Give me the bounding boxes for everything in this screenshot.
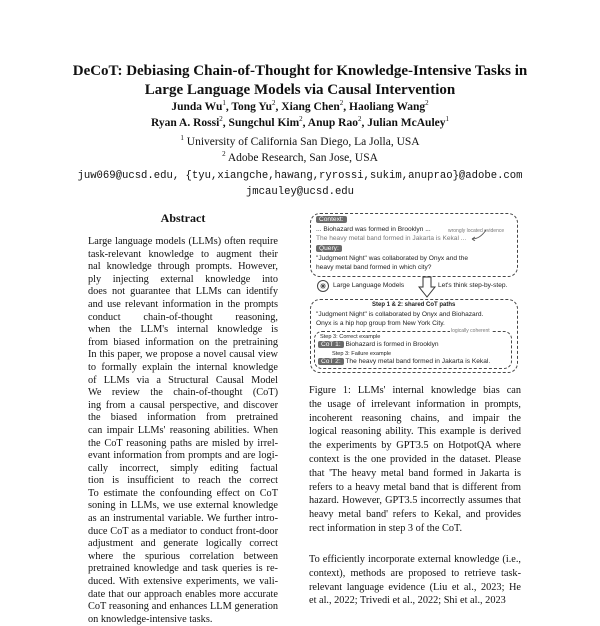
author: Sungchul Kim xyxy=(228,117,300,129)
context-line-2: The heavy metal band formed in Jakarta is Kekal ... xyxy=(316,235,467,242)
abstract-body xyxy=(88,236,278,626)
email-line-1: juw069@ucsd.edu, {tyu,xiangche,hawang,ryrossi,sukim,anuprao}@adobe.com xyxy=(77,170,523,182)
llm-label: Large Language Models xyxy=(333,282,405,289)
query-line-2: heavy metal band formed in which city? xyxy=(316,264,432,271)
author-affil-mark: 2 xyxy=(272,99,276,108)
author: Ryan A. Rossi xyxy=(151,117,220,129)
llm-logo-icon xyxy=(316,279,330,293)
text-line: Large language models (LLMs) often require xyxy=(88,236,278,247)
step3-correct-label: Step 3: Correct example xyxy=(320,334,381,340)
text-line: tion is insufficient to reach the correct xyxy=(88,475,278,487)
text-line: to formally explain the internal knowledge xyxy=(88,361,278,373)
text-line: nal knowledge through prompts. However, xyxy=(88,261,278,273)
wrong-evidence-note: wrongly located evidence xyxy=(448,228,505,234)
affil-text: University of California San Diego, La Jolla, USA xyxy=(186,136,420,148)
text-line: To estimate the confounding effect on CoT xyxy=(88,487,278,499)
text-line: that 'The heavy metal band formed in Jakarta is xyxy=(309,467,521,479)
text-line: when the LLM's internal knowledge is xyxy=(88,324,278,336)
text-line: duced. With extensive experiments, we vali- xyxy=(88,576,278,588)
author-affil-mark: 2 xyxy=(299,115,303,124)
think-label: Let's think step-by-step. xyxy=(438,282,508,289)
affil-mark: 2 xyxy=(222,150,226,159)
abstract-heading: Abstract xyxy=(160,211,206,225)
author-affil-mark: 2 xyxy=(357,115,362,124)
step3-failure-label: Step 3: Failure example xyxy=(332,351,392,357)
step-line-1: "Judgment Night" is collaborated by Onyx and Biohazard. xyxy=(316,311,484,318)
figure-1 xyxy=(310,213,520,373)
text-line: context), methods are proposed to retrieve task- xyxy=(309,567,521,579)
author-affil-mark: 2 xyxy=(339,99,344,108)
text-line: of LLMs via a Structural Causal Model xyxy=(88,374,278,386)
text-line: date that our approach enables more accurate xyxy=(88,588,278,600)
text-line: We review the chain-of-thought (CoT) xyxy=(88,387,278,399)
author-affil-mark: 1 xyxy=(445,115,449,124)
context-line-1: ... Biohazard was formed in Brooklyn ... xyxy=(316,226,431,233)
text-line: heavy metal band' refers to Kekal, and provides xyxy=(309,509,521,521)
text-line: does not guarantee that LLMs can identify xyxy=(88,286,278,298)
text-line: evant information from prompts and are logi- xyxy=(88,450,278,462)
text-line: duce CoT as a mediator to conduct front-door xyxy=(88,525,278,537)
text-line: the usage of irrelevant information in prompts, xyxy=(309,398,521,410)
curved-arrow-icon xyxy=(470,229,488,241)
down-arrow-icon xyxy=(418,276,436,298)
authors-line-2: Ryan A. Rossi$^2$, Sungchul Kim$^2$, Anup Rao$^2$, Julian McAuley$^1$ xyxy=(151,115,449,129)
text-line: pretrained knowledge and task queries is re- xyxy=(88,563,278,575)
text-line: soning in LLMs, we use external knowledge xyxy=(88,500,278,512)
text-line: from biased information on the pretraining xyxy=(88,336,278,348)
text-line: the CoT reasoning paths are misled by irrel- xyxy=(88,437,278,449)
authors-line-1: Junda Wu$^1$, Tong Yu$^2$, Xiang Chen$^2$, Haoliang Wang$^2$ xyxy=(171,99,429,113)
figure-caption xyxy=(309,384,521,536)
author: Tong Yu xyxy=(231,101,273,113)
author: Anup Rao xyxy=(307,117,358,129)
text-line: relevant language evidence (Liu et al., 2023; He xyxy=(309,581,521,593)
cot2-text: The heavy metal band formed in Jakarta is Kekal. xyxy=(345,358,491,365)
text-line: ing from a causal perspective, and discover xyxy=(88,399,278,411)
text-line: ply injecting external knowledge into xyxy=(88,273,278,285)
text-line: CoT reasoning and enhances LLM generation xyxy=(88,601,278,613)
affiliation-2 xyxy=(40,151,560,166)
author: Xiang Chen xyxy=(281,101,340,113)
title-line-1: DeCoT: Debiasing Chain-of-Thought for Knowledge-Intensive Tasks in xyxy=(72,63,528,79)
text-line: context is the one provided in the dataset. Please xyxy=(309,453,521,465)
cot2-row xyxy=(318,358,490,367)
author-affil-mark: 1 xyxy=(222,99,226,108)
title-line-2: Large Language Models via Causal Intervention xyxy=(144,82,456,98)
text-line: task-relevant knowledge to augment their xyxy=(88,248,278,260)
author-affil-mark: 2 xyxy=(425,99,429,108)
step-line-2: Onyx is a hip hop group from New York City. xyxy=(316,320,445,327)
text-line: To efficiently incorporate external knowledge (i.e., xyxy=(309,554,521,565)
text-line: the biased information from pretrained xyxy=(88,412,278,424)
author-affil-mark: 2 xyxy=(219,115,223,124)
text-line: as an instrumental variable. We further intro- xyxy=(88,513,278,525)
text-line: conduct chain-of-thought reasoning, xyxy=(88,311,278,323)
author: Haoliang Wang xyxy=(349,101,426,113)
affil-text: Adobe Research, San Jose, USA xyxy=(227,152,378,164)
cot1-tag: CoT 1: xyxy=(318,341,344,348)
context-tag: Context: xyxy=(316,216,347,225)
text-line: Figure 1: LLMs' internal knowledge bias can xyxy=(309,385,521,396)
text-line: hazard. However, GPT3.5 incorrectly assumes that xyxy=(309,495,521,507)
text-line: logical reasoning ability. This example is derived xyxy=(309,426,521,438)
query-tag: Query: xyxy=(316,245,342,254)
text-line: where the spurious correlation between xyxy=(88,550,278,562)
text-line: refers to a heavy metal band that is different from xyxy=(309,481,521,493)
author: Julian McAuley xyxy=(367,117,446,129)
text-line: and use relevant information in the prompts xyxy=(88,298,278,310)
cot1-text: Biohazard is formed in Brooklyn xyxy=(345,341,439,348)
text-line: et al., 2022; Trivedi et al., 2022; Shi et al., 2023 xyxy=(309,595,506,607)
cot2-tag: CoT 2: xyxy=(318,358,344,365)
paper-title xyxy=(40,62,560,100)
affil-mark: 1 xyxy=(180,134,184,143)
text-line: incoherent reasoning chains, and impair the xyxy=(309,412,521,424)
text-line: the experiments by GPT3.5 on HotpotQA where xyxy=(309,440,521,452)
text-line: In this paper, we propose a novel causal view xyxy=(88,349,278,361)
cot1-row xyxy=(318,341,439,350)
steps-header: Step 1 & 2: shared CoT paths xyxy=(372,302,456,308)
logical-note: logically coherent xyxy=(451,328,490,334)
text-line: can impair LLMs' reasoning abilities. When xyxy=(88,424,278,436)
query-line-1: "Judgment Night" was collaborated by Onyx and the xyxy=(316,255,469,262)
affiliation-1 xyxy=(40,135,560,150)
text-line: adjustment and generate logically correct xyxy=(88,538,278,550)
text-line: rect information in step 3 of the CoT. xyxy=(309,522,463,534)
text-line: on knowledge-intensive tasks. xyxy=(88,613,213,625)
text-line: cally incorrect, simply editing factual xyxy=(88,462,278,474)
author: Junda Wu xyxy=(171,101,223,113)
email-line-2: jmcauley@ucsd.edu xyxy=(245,186,355,198)
